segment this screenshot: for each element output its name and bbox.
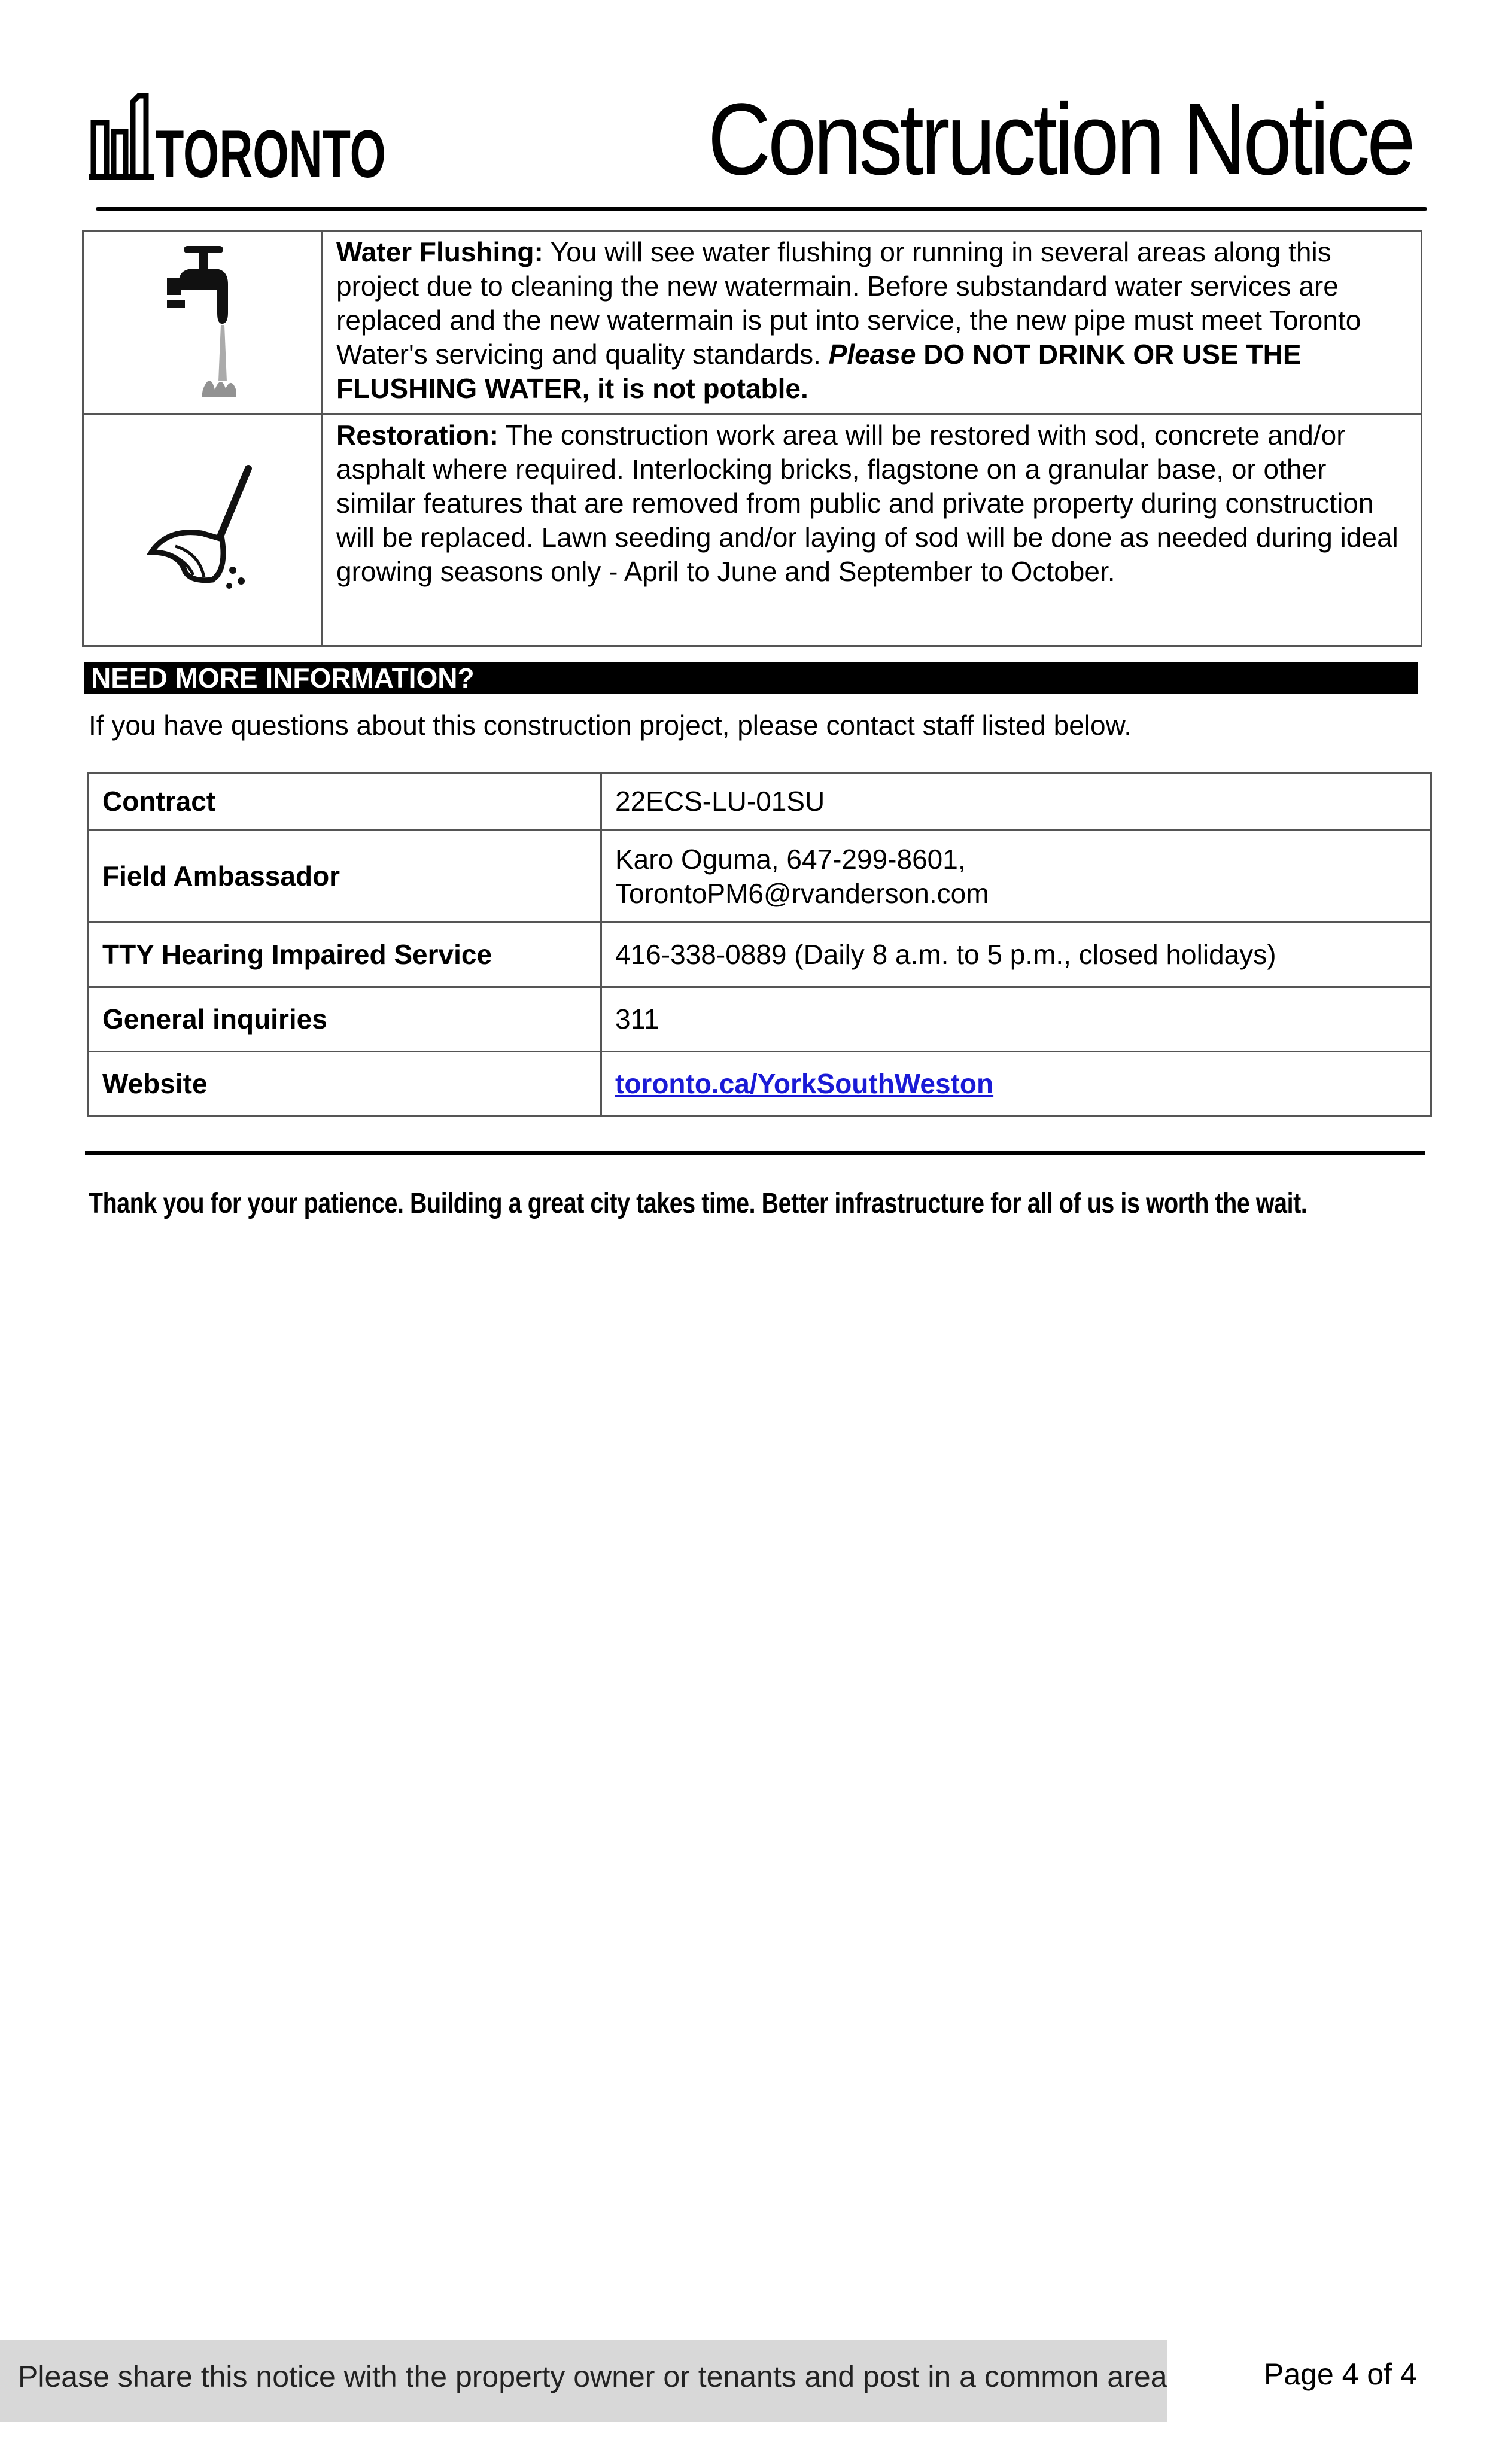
contact-value	[601, 831, 1431, 923]
contact-label: Field Ambassador	[89, 831, 601, 923]
contact-label: Website	[89, 1052, 601, 1117]
share-notice-box	[0, 2340, 1167, 2422]
contact-row-contract	[89, 773, 1431, 831]
contact-label: TTY Hearing Impaired Service	[89, 923, 601, 987]
contact-value: 22ECS-LU-01SU	[601, 773, 1431, 831]
contact-value: 311	[601, 987, 1431, 1052]
contact-label: Contract	[89, 773, 601, 831]
contacts-table	[87, 772, 1432, 1117]
contact-row-website	[89, 1052, 1431, 1117]
toronto-skyline-icon	[89, 90, 388, 191]
contact-row-tty	[89, 923, 1431, 987]
water-flushing-warning: DO NOT DRINK OR USE THE FLUSHING WATER, it is not potable.	[336, 339, 1302, 404]
logo-wordmark: TORONTO	[156, 117, 386, 191]
contact-label: General inquiries	[89, 987, 601, 1052]
icon-cell	[83, 414, 323, 646]
restoration-heading: Restoration:	[336, 419, 498, 451]
page-number: Page 4 of 4	[1264, 2357, 1417, 2391]
share-notice-text: Please share this notice with the property owner or tenants and post in a common area	[18, 2360, 1167, 2393]
info-row-restoration	[83, 414, 1422, 646]
ambassador-email: TorontoPM6@rvanderson.com	[615, 877, 989, 909]
water-flushing-heading: Water Flushing:	[336, 236, 543, 267]
contact-row-field-ambassador	[89, 831, 1431, 923]
thank-you-message: Thank you for your patience. Building a great city takes time. Better infrastructure for all of us is worth the wait.	[89, 1188, 1308, 1219]
contact-value: 416-338-0889 (Daily 8 a.m. to 5 p.m., closed holidays)	[601, 923, 1431, 987]
info-table	[82, 230, 1422, 647]
water-flushing-text	[323, 231, 1422, 414]
contact-row-general-inquiries	[89, 987, 1431, 1052]
icon-cell	[83, 231, 323, 414]
info-row-water-flushing	[83, 231, 1422, 414]
water-flushing-please: Please	[828, 339, 916, 370]
water-tap-icon	[167, 240, 239, 401]
need-more-information-heading: NEED MORE INFORMATION?	[84, 662, 1418, 694]
header-divider	[96, 207, 1427, 211]
contact-intro: If you have questions about this construction project, please contact staff listed below.	[89, 710, 1132, 741]
restoration-text	[323, 414, 1422, 646]
broom-icon	[143, 463, 263, 594]
restoration-body: The construction work area will be restored with sod, concrete and/or asphalt where required. Interlocking bricks, flagstone on a granular base, or other similar features that are removed from public and private property during construction will be replaced. Lawn seeding and/or laying of sod will be done as needed during ideal growing seasons only - April to June and September to October.	[336, 419, 1398, 587]
website-link[interactable]: toronto.ca/YorkSouthWeston	[615, 1068, 994, 1099]
contact-value	[601, 1052, 1431, 1117]
toronto-logo	[89, 90, 388, 191]
footer-divider	[85, 1151, 1425, 1155]
ambassador-name-phone: Karo Oguma, 647-299-8601,	[615, 843, 966, 875]
page-title: Construction Notice	[707, 83, 1412, 196]
water-flushing-body: You will see water flushing or running in several areas along this project due to cleaning the new watermain. Before substandard water services are replaced and the new watermain is put into service, the new pipe must meet Toronto Water's servicing and quality standards.	[336, 236, 1361, 370]
